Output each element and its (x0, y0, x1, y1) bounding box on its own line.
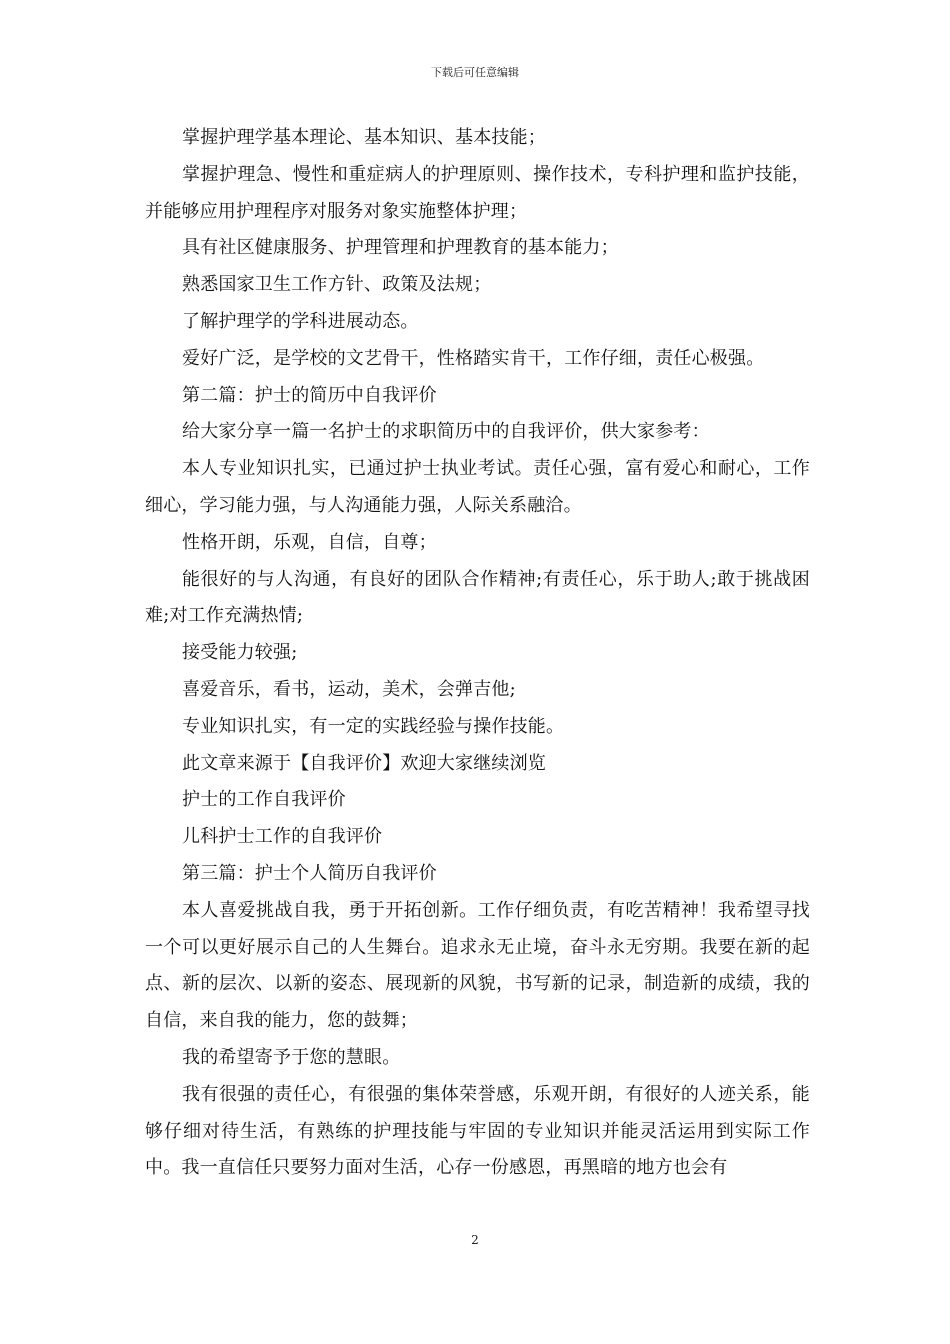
document-body (145, 120, 810, 1187)
paragraph: 掌握护理学基本理论、基本知识、基本技能； (182, 127, 546, 148)
section-heading: 第二篇：护士的简历中自我评价 (182, 384, 437, 406)
paragraph: 本人喜爱挑战自我，勇于开拓创新。工作仔细负责，有吃苦精神！我希望寻找一个可以更好展示自己的人生舞台。追求永无止境，奋斗永无穷期。我要在新的起点、新的层次、以新的姿态、展现新的风貌，书写新的记录，制造新的成绩，我的自信，来自我的能力，您的鼓舞； (145, 899, 810, 1032)
paragraph: 掌握护理急、慢性和重症病人的护理原则、操作技术，专科护理和监护技能，并能够应用护理程序对服务对象实施整体护理； (145, 163, 810, 222)
related-article-link[interactable]: 护士的工作自我评价 (182, 789, 346, 811)
paragraph: 我的希望寄予于您的慧眼。 (182, 1046, 401, 1068)
page-header: 下载后可任意编辑 (431, 66, 519, 79)
paragraph: 本人专业知识扎实，已通过护士执业考试。责任心强，富有爱心和耐心，工作细心，学习能力强，与人沟通能力强，人际关系融洽。 (145, 458, 810, 516)
related-article-link[interactable]: 儿科护士工作的自我评价 (182, 826, 383, 848)
paragraph: 给大家分享一篇一名护士的求职简历中的自我评价，供大家参考： (182, 421, 710, 443)
paragraph: 专业知识扎实，有一定的实践经验与操作技能。 (182, 715, 565, 737)
paragraph: 爱好广泛，是学校的文艺骨干，性格踏实肯干，工作仔细，责任心极强。 (182, 347, 765, 369)
page-number: 2 (471, 1233, 479, 1247)
paragraph: 我有很强的责任心，有很强的集体荣誉感，乐观开朗，有很好的人迹关系，能够仔细对待生活，有熟练的护理技能与牢固的专业知识并能灵活运用到实际工作中。我一直信任只要努力面对生活，心存一份感恩，再黑暗的地方也会有 (145, 1083, 810, 1179)
paragraph: 熟悉国家卫生工作方针、政策及法规； (182, 274, 492, 296)
paragraph: 性格开朗，乐观，自信，自尊； (182, 531, 437, 553)
paragraph: 接受能力较强; (182, 642, 298, 664)
paragraph: 喜爱音乐，看书，运动，美术，会弹吉他; (182, 678, 516, 700)
paragraph: 能很好的与人沟通，有良好的团队合作精神;有责任心，乐于助人;敢于挑战困难;对工作充满热情; (145, 568, 810, 627)
section-heading: 第三篇：护士个人简历自我评价 (182, 862, 437, 884)
source-note: 此文章来源于【自我评价】欢迎大家继续浏览 (182, 752, 546, 774)
paragraph: 了解护理学的学科进展动态。 (182, 310, 419, 332)
paragraph: 具有社区健康服务、护理管理和护理教育的基本能力； (182, 237, 619, 259)
